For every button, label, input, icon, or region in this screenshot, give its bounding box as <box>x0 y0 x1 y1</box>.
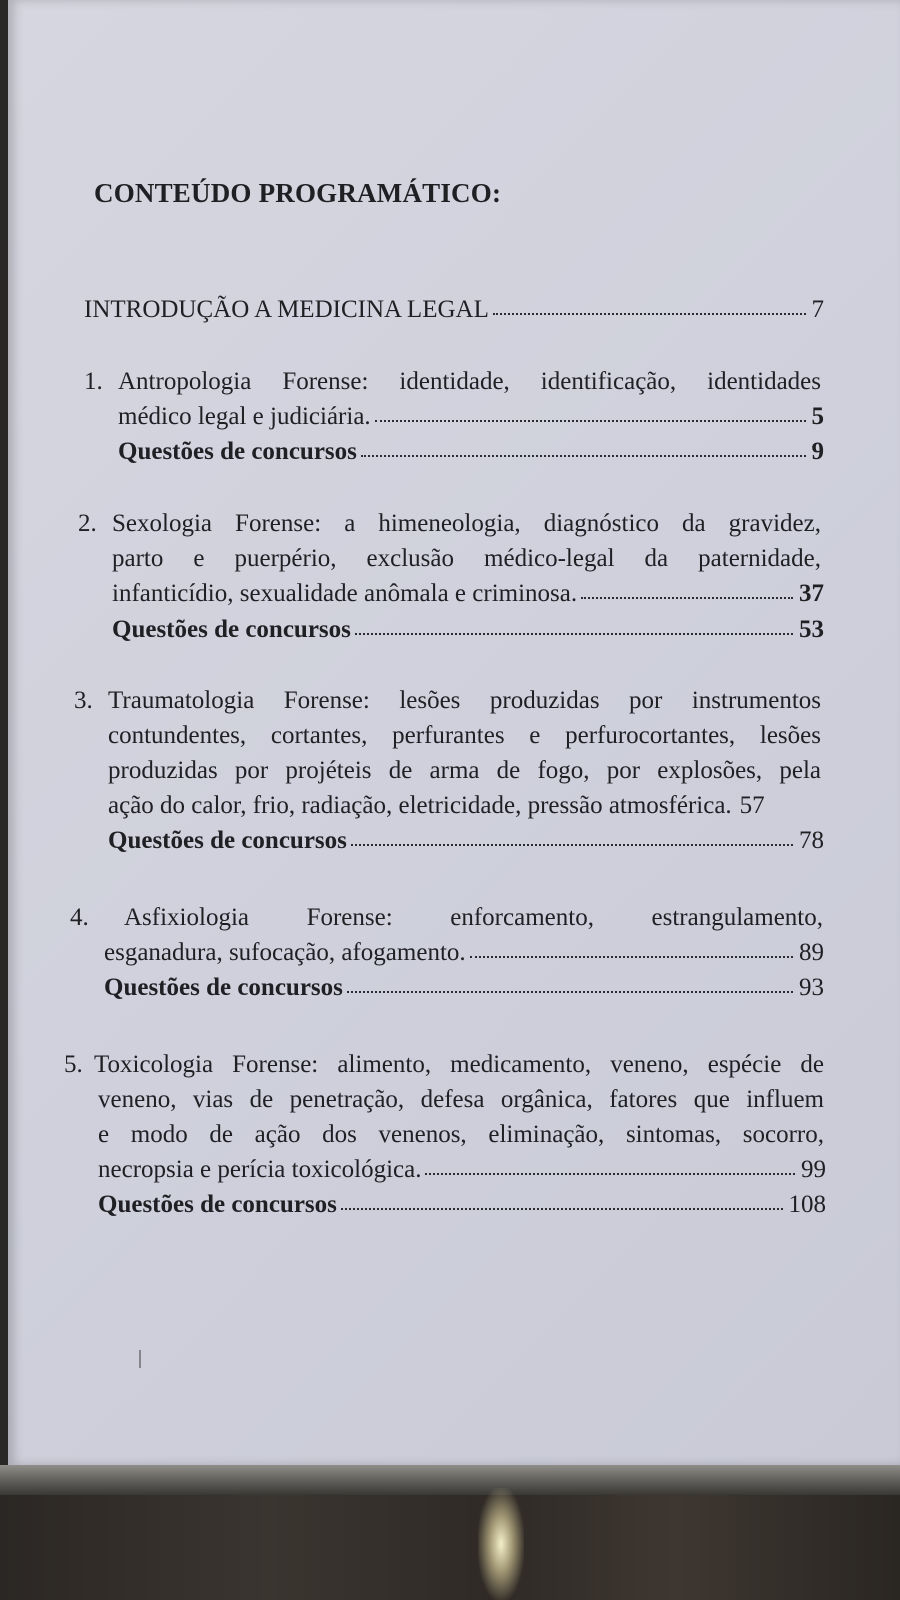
toc-entry-intro <box>84 292 824 328</box>
chapter-last-line <box>112 576 824 612</box>
chapter-text-line: produzidas por projéteis de arma de fogo, por explosões, pela <box>108 757 821 784</box>
chapter-last-line <box>118 399 824 435</box>
chapter-text-line: Sexologia Forense: a himeneologia, diagnóstico da gravidez, <box>112 510 821 537</box>
toc-page-number: 93 <box>799 974 824 1001</box>
questions-entry <box>108 823 824 859</box>
toc-page-number: 7 <box>811 296 824 323</box>
questions-entry <box>98 1187 826 1223</box>
toc-page-number: 78 <box>799 827 824 854</box>
chapter-text-line: Traumatologia Forense: lesões produzidas por instrumentos <box>108 687 821 714</box>
book-page <box>8 0 900 1465</box>
page-stack-edge <box>0 1465 900 1495</box>
chapter-text-line: ação do calor, frio, radiação, eletricidade, pressão atmosférica. <box>108 792 732 819</box>
leader-dots <box>581 597 793 599</box>
toc-page-number: 9 <box>811 438 824 465</box>
chapter-text-line: veneno, vias de penetração, defesa orgânica, fatores que influem <box>98 1086 824 1113</box>
chapter-text-line: infanticídio, sexualidade anômala e criminosa. <box>112 580 578 607</box>
chapter-text-line: esganadura, sufocação, afogamento. <box>104 939 466 966</box>
leader-dots <box>493 313 806 315</box>
chapter-last-line <box>104 935 824 971</box>
leader-dots <box>425 1173 795 1175</box>
toc-page-number: 5 <box>811 403 824 430</box>
chapter-text-line: Toxicologia Forense: alimento, medicamento, veneno, espécie de <box>94 1051 824 1078</box>
chapter-number: 3. <box>74 687 93 714</box>
questions-entry <box>104 970 824 1006</box>
leader-dots <box>375 420 806 422</box>
chapter-text-line: Antropologia Forense: identidade, identificação, identidades <box>118 368 821 395</box>
chapter-last-line <box>108 788 824 824</box>
chapter-text-line: necropsia e perícia toxicológica. <box>98 1156 422 1183</box>
questions-label: Questões de concursos <box>118 438 357 465</box>
chapter-number: 1. <box>84 368 103 395</box>
leader-dots <box>470 956 793 958</box>
questions-label: Questões de concursos <box>112 616 351 643</box>
questions-entry <box>118 434 824 470</box>
leader-dots <box>347 991 793 993</box>
questions-label: Questões de concursos <box>104 974 343 1001</box>
leader-dots <box>361 455 806 457</box>
toc-page-number: 89 <box>799 939 824 966</box>
table-surface <box>0 1495 900 1600</box>
chapter-text-line: contundentes, cortantes, perfurantes e perfurocortantes, lesões <box>108 722 821 749</box>
chapter-last-line <box>98 1152 826 1188</box>
chapter-number: 5. <box>64 1051 83 1078</box>
toc-page-number: 37 <box>799 580 824 607</box>
toc-page-number: 57 <box>739 792 765 819</box>
leader-dots <box>355 633 793 635</box>
chapter-number: 4. <box>70 904 89 931</box>
chapter-text-line: Asfixiologia Forense: enforcamento, estrangulamento, <box>124 904 823 931</box>
questions-label: Questões de concursos <box>98 1191 337 1218</box>
toc-page-number: 108 <box>788 1191 826 1218</box>
leader-dots <box>341 1208 783 1210</box>
chapter-number: 2. <box>78 510 97 537</box>
light-glare <box>478 1488 524 1600</box>
questions-label: Questões de concursos <box>108 827 347 854</box>
page-heading: CONTEÚDO PROGRAMÁTICO: <box>94 178 502 208</box>
leader-dots <box>351 844 793 846</box>
questions-entry <box>112 612 824 648</box>
toc-page-number: 99 <box>801 1156 826 1183</box>
toc-entry-title: INTRODUÇÃO A MEDICINA LEGAL <box>84 296 489 323</box>
chapter-text-line: parto e puerpério, exclusão médico-legal da paternidade, <box>112 545 821 572</box>
chapter-text-line: médico legal e judiciária. <box>118 403 371 430</box>
toc-page-number: 53 <box>799 616 824 643</box>
chapter-text-line: e modo de ação dos venenos, eliminação, sintomas, socorro, <box>98 1121 824 1148</box>
pen-mark <box>139 1350 141 1368</box>
